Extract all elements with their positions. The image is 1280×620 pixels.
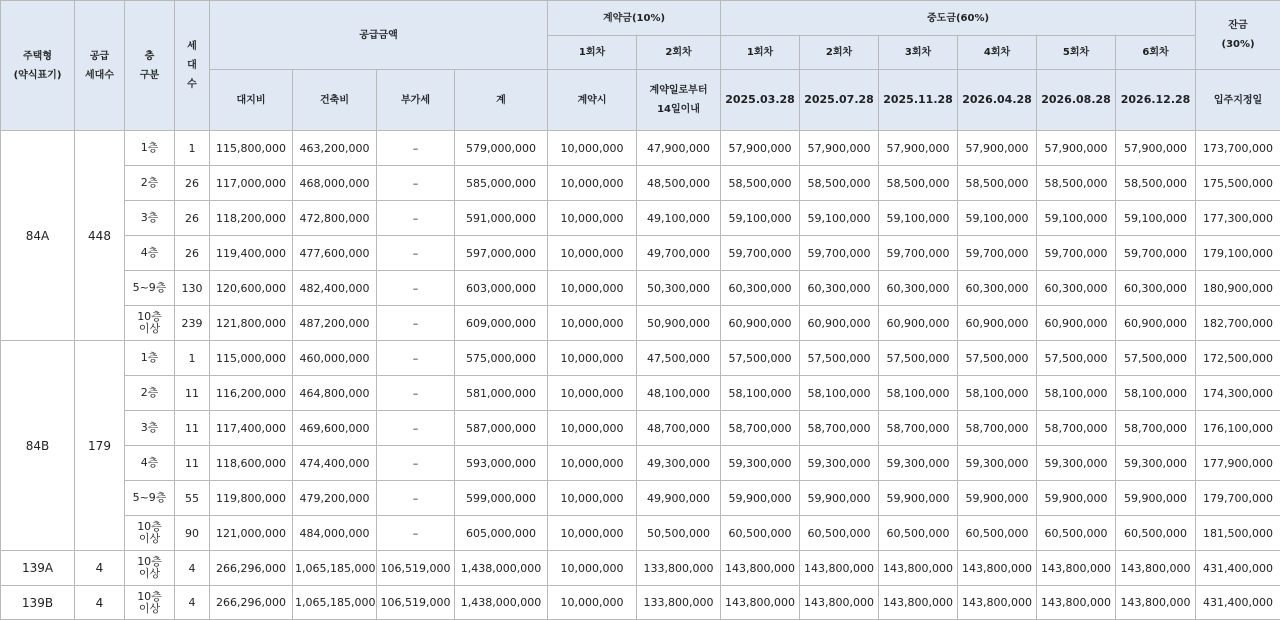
vat-cell: – xyxy=(377,411,455,446)
middle-round2-cell: 60,300,000 xyxy=(800,271,879,306)
total-header: 계 xyxy=(455,70,548,131)
middle-round6-cell: 60,500,000 xyxy=(1116,516,1196,551)
household-count-cell: 26 xyxy=(175,236,210,271)
total-cell: 609,000,000 xyxy=(455,306,548,341)
household-count-cell: 239 xyxy=(175,306,210,341)
middle-round6-cell: 59,300,000 xyxy=(1116,446,1196,481)
middle-round1-cell: 58,700,000 xyxy=(721,411,800,446)
housing-type-cell: 139A xyxy=(1,551,75,586)
middle-round2-cell: 57,900,000 xyxy=(800,131,879,166)
middle-round6-cell: 58,100,000 xyxy=(1116,376,1196,411)
table-row xyxy=(1,481,1280,516)
household-count-cell: 11 xyxy=(175,446,210,481)
vat-cell: – xyxy=(377,481,455,516)
building-cost-cell: 484,000,000 xyxy=(293,516,377,551)
building-cost-cell: 460,000,000 xyxy=(293,341,377,376)
table-header xyxy=(1,1,1280,131)
vat-cell: – xyxy=(377,516,455,551)
middle-round6-cell: 60,300,000 xyxy=(1116,271,1196,306)
contract-round2-cell: 48,500,000 xyxy=(637,166,721,201)
floor-cell: 10층 이상 xyxy=(125,551,175,586)
contract-round2-cell: 50,300,000 xyxy=(637,271,721,306)
table-row xyxy=(1,166,1280,201)
household-count-cell: 11 xyxy=(175,376,210,411)
contract-round2-cell: 50,900,000 xyxy=(637,306,721,341)
middle-round1-header: 1회차 xyxy=(721,36,800,70)
vat-cell: – xyxy=(377,236,455,271)
contract-round1-cell: 10,000,000 xyxy=(548,586,637,620)
contract-round1-cell: 10,000,000 xyxy=(548,551,637,586)
middle-round1-cell: 60,300,000 xyxy=(721,271,800,306)
contract-round1-cell: 10,000,000 xyxy=(548,446,637,481)
middle-round1-cell: 57,500,000 xyxy=(721,341,800,376)
building-cost-cell: 463,200,000 xyxy=(293,131,377,166)
vat-cell: – xyxy=(377,306,455,341)
floor-cell: 3층 xyxy=(125,411,175,446)
building-cost-cell: 482,400,000 xyxy=(293,271,377,306)
building-cost-cell: 468,000,000 xyxy=(293,166,377,201)
household-count-cell: 26 xyxy=(175,201,210,236)
middle-round3-cell: 143,800,000 xyxy=(879,586,958,620)
total-cell: 575,000,000 xyxy=(455,341,548,376)
balance-cell: 177,300,000 xyxy=(1196,201,1280,236)
contract-round2-cell: 133,800,000 xyxy=(637,551,721,586)
housing-type-cell: 84A xyxy=(1,131,75,341)
floor-cell: 4층 xyxy=(125,446,175,481)
floor-cell: 1층 xyxy=(125,131,175,166)
total-cell: 591,000,000 xyxy=(455,201,548,236)
floor-cell: 4층 xyxy=(125,236,175,271)
middle-round1-cell: 143,800,000 xyxy=(721,551,800,586)
balance-cell: 182,700,000 xyxy=(1196,306,1280,341)
total-cell: 581,000,000 xyxy=(455,376,548,411)
middle-round3-cell: 57,500,000 xyxy=(879,341,958,376)
at-contract-header: 계약시 xyxy=(548,70,637,131)
balance-cell: 179,700,000 xyxy=(1196,481,1280,516)
middle-round4-cell: 59,700,000 xyxy=(958,236,1037,271)
middle-round3-header: 3회차 xyxy=(879,36,958,70)
floor-cell: 2층 xyxy=(125,166,175,201)
floor-cell: 10층 이상 xyxy=(125,586,175,620)
middle-round6-cell: 57,500,000 xyxy=(1116,341,1196,376)
middle-round4-cell: 58,500,000 xyxy=(958,166,1037,201)
table-row xyxy=(1,411,1280,446)
building-cost-cell: 479,200,000 xyxy=(293,481,377,516)
contract-round2-cell: 48,700,000 xyxy=(637,411,721,446)
middle-round5-cell: 60,300,000 xyxy=(1037,271,1116,306)
table-body xyxy=(1,131,1280,620)
within-14-days-header: 계약일로부터 14일이내 xyxy=(637,70,721,131)
middle-round1-cell: 59,100,000 xyxy=(721,201,800,236)
middle-round1-cell: 58,500,000 xyxy=(721,166,800,201)
middle-round5-cell: 60,500,000 xyxy=(1037,516,1116,551)
vat-cell: 106,519,000 xyxy=(377,551,455,586)
household-count-cell: 1 xyxy=(175,341,210,376)
middle-round2-cell: 59,900,000 xyxy=(800,481,879,516)
middle-round5-cell: 60,900,000 xyxy=(1037,306,1116,341)
land-cost-cell: 117,000,000 xyxy=(210,166,293,201)
contract-round2-cell: 47,500,000 xyxy=(637,341,721,376)
middle-round5-cell: 59,900,000 xyxy=(1037,481,1116,516)
middle-round3-cell: 58,100,000 xyxy=(879,376,958,411)
supply-units-cell: 448 xyxy=(75,131,125,341)
vat-cell: – xyxy=(377,271,455,306)
housing-type-header: 주택형 (약식표기) xyxy=(1,1,75,131)
balance-cell: 172,500,000 xyxy=(1196,341,1280,376)
balance-cell: 431,400,000 xyxy=(1196,586,1280,620)
middle-round5-cell: 58,100,000 xyxy=(1037,376,1116,411)
total-cell: 599,000,000 xyxy=(455,481,548,516)
household-count-cell: 130 xyxy=(175,271,210,306)
middle-date-5: 2026.08.28 xyxy=(1037,70,1116,131)
balance-header: 잔금 (30%) xyxy=(1196,1,1280,70)
household-count-cell: 4 xyxy=(175,586,210,620)
household-count-cell: 55 xyxy=(175,481,210,516)
contract-round1-cell: 10,000,000 xyxy=(548,411,637,446)
land-cost-cell: 118,600,000 xyxy=(210,446,293,481)
contract-round1-cell: 10,000,000 xyxy=(548,166,637,201)
middle-round1-cell: 60,900,000 xyxy=(721,306,800,341)
total-cell: 585,000,000 xyxy=(455,166,548,201)
middle-round4-cell: 60,500,000 xyxy=(958,516,1037,551)
middle-round6-cell: 143,800,000 xyxy=(1116,551,1196,586)
middle-round5-cell: 57,900,000 xyxy=(1037,131,1116,166)
middle-round3-cell: 58,500,000 xyxy=(879,166,958,201)
middle-round4-cell: 57,900,000 xyxy=(958,131,1037,166)
total-cell: 1,438,000,000 xyxy=(455,586,548,620)
middle-round5-cell: 59,100,000 xyxy=(1037,201,1116,236)
table-row xyxy=(1,586,1280,620)
middle-round4-cell: 143,800,000 xyxy=(958,551,1037,586)
middle-round5-header: 5회차 xyxy=(1037,36,1116,70)
middle-round2-cell: 58,100,000 xyxy=(800,376,879,411)
vat-cell: – xyxy=(377,446,455,481)
middle-round3-cell: 143,800,000 xyxy=(879,551,958,586)
contract-round2-cell: 49,700,000 xyxy=(637,236,721,271)
balance-cell: 181,500,000 xyxy=(1196,516,1280,551)
contract-round1-cell: 10,000,000 xyxy=(548,516,637,551)
building-cost-cell: 487,200,000 xyxy=(293,306,377,341)
middle-round4-cell: 57,500,000 xyxy=(958,341,1037,376)
household-count-cell: 1 xyxy=(175,131,210,166)
contract-round1-cell: 10,000,000 xyxy=(548,201,637,236)
middle-round4-cell: 59,100,000 xyxy=(958,201,1037,236)
land-cost-cell: 266,296,000 xyxy=(210,551,293,586)
middle-round5-cell: 58,700,000 xyxy=(1037,411,1116,446)
middle-round6-cell: 143,800,000 xyxy=(1116,586,1196,620)
middle-round2-header: 2회차 xyxy=(800,36,879,70)
balance-cell: 431,400,000 xyxy=(1196,551,1280,586)
household-count-cell: 90 xyxy=(175,516,210,551)
building-cost-cell: 1,065,185,000 xyxy=(293,551,377,586)
table-row xyxy=(1,236,1280,271)
middle-round1-cell: 57,900,000 xyxy=(721,131,800,166)
table-row xyxy=(1,201,1280,236)
middle-round6-cell: 59,700,000 xyxy=(1116,236,1196,271)
middle-round3-cell: 59,700,000 xyxy=(879,236,958,271)
contract-round2-header: 2회차 xyxy=(637,36,721,70)
move-in-date-header: 입주지정일 xyxy=(1196,70,1280,131)
middle-round4-cell: 58,700,000 xyxy=(958,411,1037,446)
middle-round2-cell: 143,800,000 xyxy=(800,586,879,620)
land-cost-cell: 266,296,000 xyxy=(210,586,293,620)
vat-cell: – xyxy=(377,341,455,376)
building-cost-cell: 1,065,185,000 xyxy=(293,586,377,620)
middle-round5-cell: 58,500,000 xyxy=(1037,166,1116,201)
contract-round2-cell: 48,100,000 xyxy=(637,376,721,411)
total-cell: 587,000,000 xyxy=(455,411,548,446)
balance-cell: 173,700,000 xyxy=(1196,131,1280,166)
vat-cell: – xyxy=(377,166,455,201)
middle-round6-cell: 58,500,000 xyxy=(1116,166,1196,201)
total-cell: 605,000,000 xyxy=(455,516,548,551)
contract-round2-cell: 49,100,000 xyxy=(637,201,721,236)
supply-units-cell: 179 xyxy=(75,341,125,551)
land-cost-cell: 115,000,000 xyxy=(210,341,293,376)
middle-round2-cell: 143,800,000 xyxy=(800,551,879,586)
middle-round6-cell: 59,100,000 xyxy=(1116,201,1196,236)
building-cost-cell: 464,800,000 xyxy=(293,376,377,411)
middle-round4-header: 4회차 xyxy=(958,36,1037,70)
table-row xyxy=(1,551,1280,586)
total-cell: 603,000,000 xyxy=(455,271,548,306)
contract-round1-cell: 10,000,000 xyxy=(548,131,637,166)
middle-round5-cell: 143,800,000 xyxy=(1037,551,1116,586)
contract-round2-cell: 49,300,000 xyxy=(637,446,721,481)
land-cost-cell: 119,800,000 xyxy=(210,481,293,516)
floor-cell: 3층 xyxy=(125,201,175,236)
contract-round2-cell: 50,500,000 xyxy=(637,516,721,551)
land-cost-cell: 115,800,000 xyxy=(210,131,293,166)
floor-cell: 1층 xyxy=(125,341,175,376)
balance-cell: 177,900,000 xyxy=(1196,446,1280,481)
supply-price-header: 공급금액 xyxy=(210,1,548,70)
contract-round1-cell: 10,000,000 xyxy=(548,236,637,271)
middle-round1-cell: 58,100,000 xyxy=(721,376,800,411)
middle-date-1: 2025.03.28 xyxy=(721,70,800,131)
supply-units-cell: 4 xyxy=(75,551,125,586)
middle-date-4: 2026.04.28 xyxy=(958,70,1037,131)
middle-round2-cell: 60,500,000 xyxy=(800,516,879,551)
building-cost-header: 건축비 xyxy=(293,70,377,131)
household-count-cell: 4 xyxy=(175,551,210,586)
floor-cell: 5~9층 xyxy=(125,271,175,306)
middle-round4-cell: 60,900,000 xyxy=(958,306,1037,341)
middle-round6-header: 6회차 xyxy=(1116,36,1196,70)
middle-round1-cell: 143,800,000 xyxy=(721,586,800,620)
vat-cell: 106,519,000 xyxy=(377,586,455,620)
contract-round2-cell: 47,900,000 xyxy=(637,131,721,166)
table-row xyxy=(1,376,1280,411)
total-cell: 597,000,000 xyxy=(455,236,548,271)
middle-round2-cell: 58,700,000 xyxy=(800,411,879,446)
contract-round1-header: 1회차 xyxy=(548,36,637,70)
middle-round6-cell: 58,700,000 xyxy=(1116,411,1196,446)
balance-cell: 174,300,000 xyxy=(1196,376,1280,411)
table-row xyxy=(1,341,1280,376)
building-cost-cell: 477,600,000 xyxy=(293,236,377,271)
middle-round3-cell: 60,500,000 xyxy=(879,516,958,551)
household-count-cell: 11 xyxy=(175,411,210,446)
table-row xyxy=(1,306,1280,341)
middle-round1-cell: 59,300,000 xyxy=(721,446,800,481)
middle-round3-cell: 60,900,000 xyxy=(879,306,958,341)
vat-cell: – xyxy=(377,131,455,166)
middle-round5-cell: 59,700,000 xyxy=(1037,236,1116,271)
household-count-header: 세 대 수 xyxy=(175,1,210,131)
land-cost-cell: 117,400,000 xyxy=(210,411,293,446)
contract-round1-cell: 10,000,000 xyxy=(548,306,637,341)
middle-round4-cell: 60,300,000 xyxy=(958,271,1037,306)
balance-cell: 179,100,000 xyxy=(1196,236,1280,271)
balance-cell: 176,100,000 xyxy=(1196,411,1280,446)
middle-round2-cell: 59,300,000 xyxy=(800,446,879,481)
middle-round4-cell: 58,100,000 xyxy=(958,376,1037,411)
supply-units-cell: 4 xyxy=(75,586,125,620)
middle-round6-cell: 57,900,000 xyxy=(1116,131,1196,166)
contract-round2-cell: 49,900,000 xyxy=(637,481,721,516)
middle-round6-cell: 60,900,000 xyxy=(1116,306,1196,341)
middle-round1-cell: 60,500,000 xyxy=(721,516,800,551)
middle-round4-cell: 59,900,000 xyxy=(958,481,1037,516)
table-row xyxy=(1,271,1280,306)
table-row xyxy=(1,516,1280,551)
floor-category-header: 층 구분 xyxy=(125,1,175,131)
middle-round3-cell: 59,300,000 xyxy=(879,446,958,481)
supply-units-header: 공급 세대수 xyxy=(75,1,125,131)
building-cost-cell: 469,600,000 xyxy=(293,411,377,446)
building-cost-cell: 474,400,000 xyxy=(293,446,377,481)
middle-payment-header: 중도금(60%) xyxy=(721,1,1196,36)
middle-round2-cell: 59,700,000 xyxy=(800,236,879,271)
middle-round4-cell: 59,300,000 xyxy=(958,446,1037,481)
table-row xyxy=(1,446,1280,481)
middle-round2-cell: 60,900,000 xyxy=(800,306,879,341)
middle-round1-cell: 59,700,000 xyxy=(721,236,800,271)
household-count-cell: 26 xyxy=(175,166,210,201)
middle-round2-cell: 58,500,000 xyxy=(800,166,879,201)
middle-round2-cell: 57,500,000 xyxy=(800,341,879,376)
floor-cell: 5~9층 xyxy=(125,481,175,516)
contract-header: 계약금(10%) xyxy=(548,1,721,36)
middle-date-2: 2025.07.28 xyxy=(800,70,879,131)
middle-round5-cell: 57,500,000 xyxy=(1037,341,1116,376)
building-cost-cell: 472,800,000 xyxy=(293,201,377,236)
floor-cell: 2층 xyxy=(125,376,175,411)
land-cost-cell: 119,400,000 xyxy=(210,236,293,271)
land-cost-header: 대지비 xyxy=(210,70,293,131)
contract-round2-cell: 133,800,000 xyxy=(637,586,721,620)
housing-type-cell: 84B xyxy=(1,341,75,551)
total-cell: 579,000,000 xyxy=(455,131,548,166)
contract-round1-cell: 10,000,000 xyxy=(548,341,637,376)
floor-cell: 10층 이상 xyxy=(125,306,175,341)
land-cost-cell: 118,200,000 xyxy=(210,201,293,236)
middle-round3-cell: 60,300,000 xyxy=(879,271,958,306)
total-cell: 593,000,000 xyxy=(455,446,548,481)
land-cost-cell: 120,600,000 xyxy=(210,271,293,306)
middle-date-3: 2025.11.28 xyxy=(879,70,958,131)
vat-cell: – xyxy=(377,201,455,236)
middle-round4-cell: 143,800,000 xyxy=(958,586,1037,620)
balance-cell: 180,900,000 xyxy=(1196,271,1280,306)
land-cost-cell: 116,200,000 xyxy=(210,376,293,411)
middle-round3-cell: 57,900,000 xyxy=(879,131,958,166)
contract-round1-cell: 10,000,000 xyxy=(548,271,637,306)
middle-date-6: 2026.12.28 xyxy=(1116,70,1196,131)
contract-round1-cell: 10,000,000 xyxy=(548,376,637,411)
contract-round1-cell: 10,000,000 xyxy=(548,481,637,516)
vat-cell: – xyxy=(377,376,455,411)
land-cost-cell: 121,000,000 xyxy=(210,516,293,551)
vat-header: 부가세 xyxy=(377,70,455,131)
middle-round6-cell: 59,900,000 xyxy=(1116,481,1196,516)
balance-cell: 175,500,000 xyxy=(1196,166,1280,201)
middle-round5-cell: 59,300,000 xyxy=(1037,446,1116,481)
middle-round1-cell: 59,900,000 xyxy=(721,481,800,516)
total-cell: 1,438,000,000 xyxy=(455,551,548,586)
middle-round5-cell: 143,800,000 xyxy=(1037,586,1116,620)
table-row xyxy=(1,131,1280,166)
middle-round3-cell: 59,100,000 xyxy=(879,201,958,236)
middle-round3-cell: 59,900,000 xyxy=(879,481,958,516)
middle-round3-cell: 58,700,000 xyxy=(879,411,958,446)
middle-round2-cell: 59,100,000 xyxy=(800,201,879,236)
floor-cell: 10층 이상 xyxy=(125,516,175,551)
land-cost-cell: 121,800,000 xyxy=(210,306,293,341)
housing-type-cell: 139B xyxy=(1,586,75,620)
